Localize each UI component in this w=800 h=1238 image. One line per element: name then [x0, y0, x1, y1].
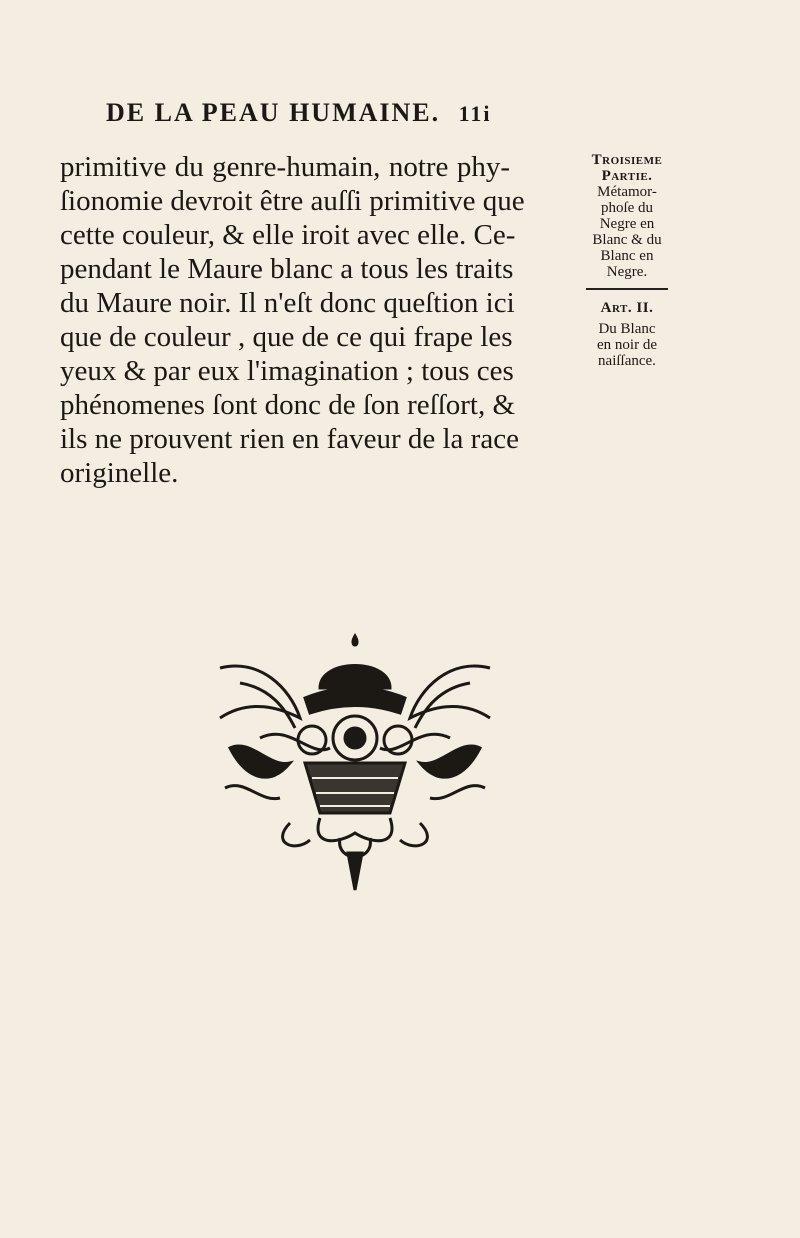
margin-article: Art. II.: [600, 300, 654, 316]
margin-topic: Negre en: [599, 216, 655, 232]
margin-topic: Blanc & du: [592, 232, 662, 248]
text-line: cette couleur, & elle iroit avec elle. Ce-: [60, 219, 516, 251]
margin-rule: [586, 288, 668, 290]
text-line: ils ne prouvent rien en faveur de la race: [60, 423, 519, 455]
text-line: primitive du genre-humain, notre phy-: [60, 151, 510, 183]
margin-section: Partie.: [601, 168, 653, 184]
crowned-flower-basket-ornament-icon: [200, 628, 510, 898]
body-text: [60, 150, 525, 490]
margin-notes: [582, 152, 672, 369]
text-line: du Maure noir. Il n'eſt donc queſtion ici: [60, 287, 515, 319]
text-line: originelle.: [60, 457, 179, 489]
running-head: [106, 98, 492, 128]
margin-topic: phoſe du: [600, 200, 654, 216]
margin-article-title: Du Blanc: [598, 321, 656, 337]
text-line: pendant le Maure blanc a tous les traits: [60, 253, 514, 285]
text-line: yeux & par eux l'imagination ; tous ces: [60, 355, 514, 387]
text-line: que de couleur , que de ce qui frape les: [60, 321, 513, 353]
margin-article-title: naiſſance.: [598, 353, 656, 369]
text-line: phénomenes ſont donc de ſon reſſort, &: [60, 389, 516, 421]
margin-topic: Negre.: [606, 264, 648, 280]
margin-topic: Blanc en: [600, 248, 654, 264]
page-number: 11i: [458, 101, 492, 126]
margin-article-title: en noir de: [597, 337, 657, 353]
text-line: ſionomie devroit être auſſi primitive que: [60, 185, 525, 217]
margin-section: Troisieme: [591, 152, 663, 168]
running-head-title: DE LA PEAU HUMAINE.: [106, 98, 441, 127]
margin-topic: Métamor-: [597, 184, 657, 200]
